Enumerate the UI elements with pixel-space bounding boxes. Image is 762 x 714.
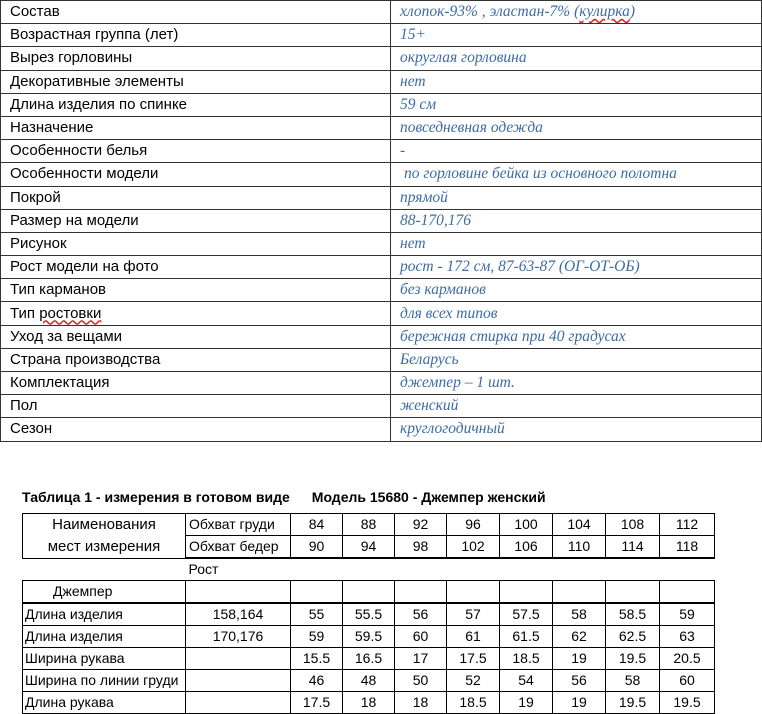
blank-cell [291,558,343,581]
spec-key [1,256,391,279]
spec-value [391,209,762,232]
measurement-value: 16.5 [343,648,395,670]
spec-value [391,47,762,70]
measurement-label: Длина изделия [23,603,186,626]
spec-key-text: Рисунок [10,234,67,252]
blank-cell [395,558,447,581]
header-label-2: мест измерения [23,536,186,559]
measurement-value: 62 [553,626,606,648]
spec-value [391,140,762,163]
blank-cell [395,581,447,604]
measurements-title [22,489,546,505]
spec-value [391,325,762,348]
spec-key [1,348,391,371]
spec-key-text: Особенности модели [10,165,159,183]
measurement-height [186,670,291,692]
spec-value-text: 59 см [400,95,437,113]
measurement-height: 158,164 [186,603,291,626]
blank-cell [23,558,186,581]
spec-row [1,1,762,24]
measurement-value: 55.5 [343,603,395,626]
spec-key-text: Уход за вещами [10,327,123,345]
spec-value [391,93,762,116]
hips-label: Обхват бедер [186,536,291,559]
blank-cell [343,558,395,581]
measurement-value: 57.5 [500,603,553,626]
hip-size: 118 [660,536,715,559]
spec-key-text: Вырез горловины [10,49,133,67]
spec-key [1,186,391,209]
measurement-value: 57 [447,603,500,626]
measurements-table [22,513,715,714]
chest-label: Обхват груди [186,514,291,536]
measurement-value: 17.5 [447,648,500,670]
spec-key [1,209,391,232]
spec-key-text: Комплектация [10,374,110,392]
measurement-value: 61.5 [500,626,553,648]
spec-value-text: джемпер – 1 шт. [400,374,515,392]
spec-key-spellcheck: ростовки [39,304,102,322]
chest-size: 88 [343,514,395,536]
chest-size: 112 [660,514,715,536]
measurement-value: 61 [447,626,500,648]
hip-size: 98 [395,536,447,559]
spec-value-text: бережная стирка при 40 градусах [400,327,626,345]
spec-row [1,279,762,302]
spec-row [1,93,762,116]
spec-key-text: Состав [10,3,60,21]
spec-key-text: Пол [10,397,38,415]
measurement-value: 19.5 [606,692,660,714]
spec-value [391,24,762,47]
chest-size: 96 [447,514,500,536]
hip-size: 94 [343,536,395,559]
blank-cell [606,558,660,581]
measurement-row [23,648,715,670]
spec-value-text: рост - 172 см, 87-63-87 (ОГ-ОТ-ОБ) [400,258,640,276]
measurement-value: 59 [660,603,715,626]
spec-value-text: нет [400,72,426,90]
spec-key [1,70,391,93]
blank-cell [660,558,715,581]
spec-key [1,372,391,395]
spec-row [1,395,762,418]
measurement-value: 62.5 [606,626,660,648]
spec-key-text: Декоративные элементы [10,72,184,90]
spec-key [1,93,391,116]
spec-value-text: 15+ [400,26,426,44]
height-label: Рост [188,561,219,577]
spec-value [391,348,762,371]
measurement-value: 19.5 [660,692,715,714]
spec-key [1,140,391,163]
hip-size: 102 [447,536,500,559]
spec-key [1,232,391,255]
measurement-value: 56 [395,603,447,626]
spec-row [1,163,762,186]
spec-row [1,140,762,163]
measurement-value: 15.5 [291,648,343,670]
measurement-value: 20.5 [660,648,715,670]
section-label-text: Джемпер [53,583,113,599]
spec-key [1,163,391,186]
measurement-value: 52 [447,670,500,692]
spec-value-tail: ) [629,3,635,21]
measurement-value: 55 [291,603,343,626]
spec-value-text: для всех типов [400,304,498,322]
measurement-value: 46 [291,670,343,692]
measurement-value: 63 [660,626,715,648]
spec-value-spellcheck: кулирка [579,3,630,21]
spec-value [391,279,762,302]
measurement-row [23,670,715,692]
spec-key-text: Возрастная группа (лет) [10,26,179,44]
spec-key-text: Тип карманов [10,281,106,299]
spec-value-text: нет [400,234,426,252]
measurement-value: 19 [500,692,553,714]
spec-key [1,116,391,139]
spec-value-text: по горловине бейка из основного полотна [404,165,677,183]
spec-value [391,186,762,209]
blank-cell [291,581,343,604]
blank-cell [500,581,553,604]
measurement-value: 59 [291,626,343,648]
measurement-value: 58.5 [606,603,660,626]
spec-row [1,232,762,255]
spec-row [1,302,762,325]
measurement-label: Длина рукава [23,692,186,714]
spec-key-text: Размер на модели [10,211,139,229]
spec-key-text: Страна производства [10,350,161,368]
measurement-label: Ширина по линии груди [23,670,186,692]
hip-size: 110 [553,536,606,559]
model-caption: Модель 15680 - Джемпер женский [311,489,546,505]
blank-cell [553,581,606,604]
measurement-height [186,692,291,714]
section-label [23,581,186,604]
measurement-height: 170,176 [186,626,291,648]
measurement-value: 58 [553,603,606,626]
measurement-value: 54 [500,670,553,692]
section-row [23,581,715,604]
spec-key-text: Длина изделия по спинке [10,95,188,113]
measurement-value: 50 [395,670,447,692]
spec-key [1,279,391,302]
spec-key-text: Тип [10,304,40,322]
spec-value-text: прямой [400,188,448,206]
measurement-value: 60 [660,670,715,692]
spec-key [1,1,391,24]
spec-row [1,116,762,139]
chest-size: 108 [606,514,660,536]
spec-key [1,24,391,47]
spec-row [1,70,762,93]
spec-key [1,302,391,325]
chest-size: 92 [395,514,447,536]
spec-row [1,325,762,348]
measurement-row [23,603,715,626]
spec-key [1,47,391,70]
measurement-value: 59.5 [343,626,395,648]
measurement-value: 48 [343,670,395,692]
measurement-value: 58 [606,670,660,692]
measurement-value: 18.5 [500,648,553,670]
spec-key [1,395,391,418]
spec-value [391,395,762,418]
header-label-1: Наименования [23,514,186,536]
height-row [23,558,715,581]
measurement-label: Ширина рукава [23,648,186,670]
chest-size: 84 [291,514,343,536]
spec-key-text: Сезон [10,420,53,438]
measurement-value: 17.5 [291,692,343,714]
measurement-value: 18.5 [447,692,500,714]
spec-value-text: круглогодичный [400,420,505,438]
blank-cell [606,581,660,604]
spec-value-text: Беларусь [400,350,459,368]
measurement-value: 19 [553,692,606,714]
header-row-chest [23,514,715,536]
chest-size: 104 [553,514,606,536]
spec-value [391,302,762,325]
spec-value [391,1,762,24]
spec-value [391,116,762,139]
header-row-hips [23,536,715,559]
hip-size: 106 [500,536,553,559]
spec-row [1,47,762,70]
spec-value [391,163,762,186]
spec-value-text: 88-170,176 [400,211,472,229]
spec-key-text: Покрой [10,188,61,206]
spec-key [1,418,391,441]
spec-value-text: женский [400,397,459,415]
spec-key [1,325,391,348]
blank-cell [500,558,553,581]
measurement-value: 18 [343,692,395,714]
measurement-height [186,648,291,670]
blank-cell [447,558,500,581]
spec-row [1,256,762,279]
spec-value-text: повседневная одежда [400,119,543,137]
spec-value-text: округлая горловина [400,49,527,67]
spec-value-text: хлопок-93% , эластан-7% ( [400,3,580,21]
spec-value [391,70,762,93]
spec-row [1,24,762,47]
measurement-value: 60 [395,626,447,648]
measurements-table-caption: Таблица 1 - измерения в готовом виде [22,489,290,505]
measurement-value: 19.5 [606,648,660,670]
blank-cell [186,581,291,604]
spec-row [1,372,762,395]
measurement-value: 19 [553,648,606,670]
measurement-row [23,626,715,648]
spec-key-text: Рост модели на фото [10,258,159,276]
spec-value [391,418,762,441]
spec-value-text: без карманов [400,281,486,299]
hip-size: 90 [291,536,343,559]
spec-row [1,209,762,232]
measurement-row [23,692,715,714]
spec-value-text: - [400,142,406,160]
spec-key-text: Назначение [10,119,94,137]
hip-size: 114 [606,536,660,559]
chest-size: 100 [500,514,553,536]
measurement-value: 17 [395,648,447,670]
spec-value [391,232,762,255]
measurement-value: 56 [553,670,606,692]
measurement-value: 18 [395,692,447,714]
blank-cell [343,581,395,604]
blank-cell [660,581,715,604]
measurement-label: Длина изделия [23,626,186,648]
spec-row [1,348,762,371]
spec-row [1,418,762,441]
blank-cell [447,581,500,604]
spec-row [1,186,762,209]
spec-value [391,256,762,279]
blank-cell [553,558,606,581]
spec-value [391,372,762,395]
spec-key-text: Особенности белья [10,142,148,160]
